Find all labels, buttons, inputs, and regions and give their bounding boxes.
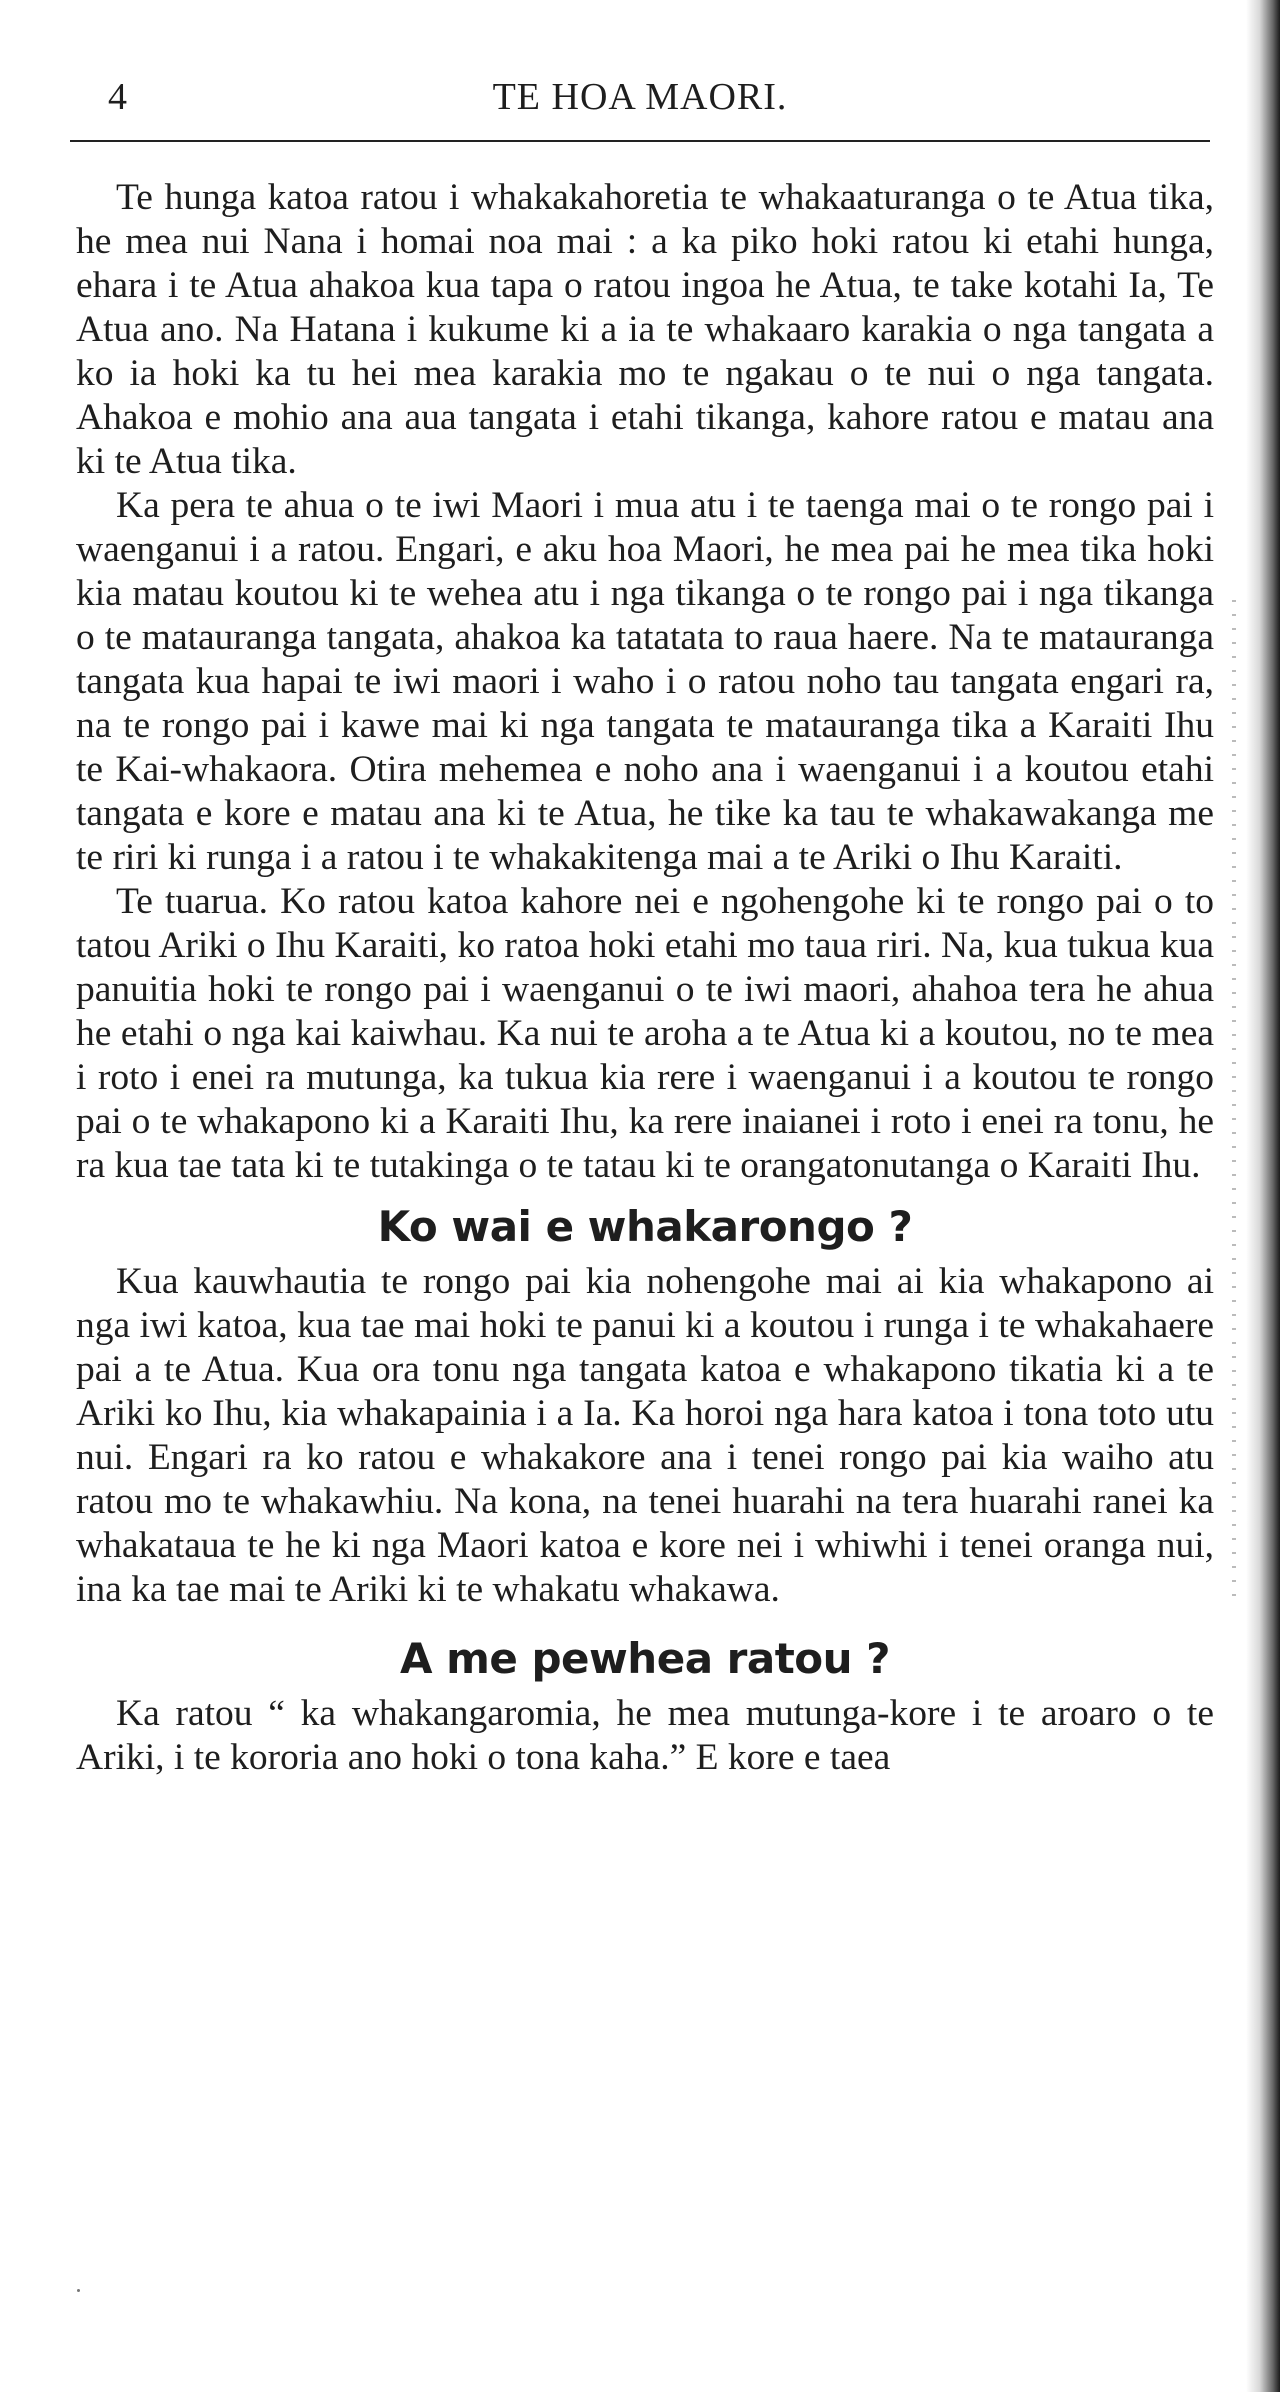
- paragraph-3: Te tuarua. Ko ratou katoa kahore nei e ngohengohe ki te rongo pai o to tatou Ariki o Ihu Karaiti, ko ratoa hoki etahi mo taua riri. Na, kua tukua kua panuitia hoki te rongo pai i waenganui o te iwi maori, ahahoa tera he ahua he etahi o nga kai kaiwhau. Ka nui te aroha a te Atua ki a koutou, no te mea i roto i enei ra mutunga, ka tukua kia rere i waenganui i a koutou te rongo pai o te whakapono ki a Karaiti Ihu, ka rere inaianei i roto i enei ra tonu, he ra kua tae tata ki te tutakinga o te tatau ki te orangatonutanga o Karaiti Ihu.: [76, 881, 1214, 1186]
- paragraph-1: Te hunga katoa ratou i whakakahoretia te whakaaturanga o te Atua tika, he mea nui Nana i homai noa mai : a ka piko hoki ratou ki etahi hunga, ehara i te Atua ahakoa kua tapa o ratou ingoa he Atua, te take kotahi Ia, Te Atua ano. Na Hatana i kukume ki a ia te whakaaro karakia o nga tangata a ko ia hoki ka tu hei mea karakia mo te ngakau o te nui o nga tangata. Ahakoa e mohio ana aua tangata i etahi tikanga, kahore ratou e matau ana ki te Atua tika.: [76, 177, 1214, 482]
- text-column: [76, 176, 1214, 1780]
- paragraph-2: Ka pera te ahua o te iwi Maori i mua atu i te taenga mai o te rongo pai i waenganui i a ratou. Engari, e aku hoa Maori, he mea pai he mea tika hoki kia matau koutou ki te wehea atu i nga tikanga o te rongo pai i nga tikanga o te matauranga tangata, ahakoa ka tatatata to raua haere. Na te matauranga tangata kua hapai te iwi maori i waho i o ratou noho tau tangata engari ra, na te rongo pai i kawe mai ki nga tangata te matauranga tika a Karaiti Ihu te Kai-whakaora. Otira mehemea e noho ana i waenganui i a koutou etahi tangata e kore e matau ana ki te Atua, he tike ka tau te whakawakanga me te riri ki runga i a ratou i te whakakitenga mai a te Ariki o Ihu Karaiti.: [76, 485, 1214, 878]
- running-title: TE HOA MAORI.: [492, 76, 788, 118]
- paragraph-4: Kua kauwhautia te rongo pai kia nohengohe mai ai kia whakapono ai nga iwi katoa, kua tae mai hoki te panui ki a koutou i runga i te whakahaere pai a te Atua. Kua ora tonu nga tangata katoa e whakapono tikatia ki a te Ariki ko Ihu, kia whakapainia i a Ia. Ka horoi nga hara katoa i tona toto utu nui. Engari ra ko ratou e whakakore ana i tenei rongo pai kia waiho atu ratou mo te whakawhiu. Na kona, na tenei huarahi na tera huarahi ranei ka whakataua te he ki nga Maori katoa e kore nei i whiwhi i tenei oranga nui, ina ka tae mai te Ariki ki te whakatu whakawa.: [76, 1261, 1214, 1610]
- section-heading-1: Ko wai e whakarongo ?: [377, 1202, 913, 1251]
- header-rule: [70, 140, 1210, 142]
- page-edge-dots: [1232, 600, 1236, 1600]
- section-heading-2: A me pewhea ratou ?: [399, 1634, 891, 1683]
- paragraph-5: Ka ratou “ ka whakangaromia, he mea mutunga-kore i te aroaro o te Ariki, i te kororia ano hoki o tona kaha.” E kore e taea: [76, 1693, 1214, 1778]
- page-edge-shadow: [1246, 0, 1280, 2392]
- ink-speck: [77, 2289, 80, 2292]
- page-number: 4: [108, 76, 127, 118]
